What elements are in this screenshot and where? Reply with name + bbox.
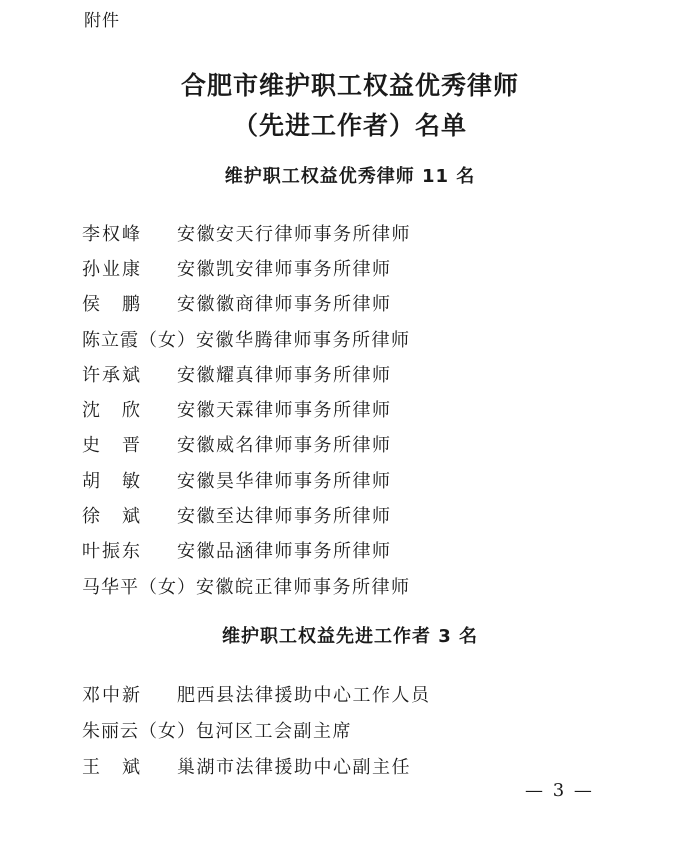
entry-name: 沈 欣 bbox=[82, 400, 142, 422]
list-item bbox=[82, 676, 642, 712]
list-item bbox=[82, 356, 642, 391]
entry-org: 安徽凯安律师事务所律师 bbox=[177, 258, 392, 280]
entry-org: 巢湖市法律援助中心副主任 bbox=[177, 757, 411, 778]
list-item bbox=[82, 321, 642, 356]
list-item bbox=[82, 533, 642, 568]
entry-org: 安徽安天行律师事务所律师 bbox=[177, 223, 411, 245]
entry-org: 安徽皖正律师事务所律师 bbox=[196, 576, 411, 598]
document-title-line-1: 合肥市维护职工权益优秀律师 bbox=[180, 71, 519, 100]
list-item bbox=[82, 497, 642, 532]
entry-org: 包河区工会副主席 bbox=[196, 721, 352, 742]
entry-org: 安徽天霖律师事务所律师 bbox=[177, 400, 392, 422]
entry-org: 安徽至达律师事务所律师 bbox=[177, 506, 392, 528]
entry-name: 朱丽云（女） bbox=[82, 721, 196, 742]
list-item bbox=[82, 427, 642, 462]
document-title-line-2: （先进工作者）名单 bbox=[232, 111, 467, 140]
list-item bbox=[82, 712, 642, 748]
list-item bbox=[82, 391, 642, 426]
entry-org: 安徽昊华律师事务所律师 bbox=[177, 470, 392, 492]
entry-name: 侯 鹏 bbox=[82, 294, 142, 316]
workers-list bbox=[82, 676, 642, 784]
attachment-label: 附件 bbox=[84, 11, 120, 31]
page-number: — 3 — bbox=[525, 780, 594, 801]
list-item bbox=[82, 215, 642, 250]
entry-org: 安徽徽商律师事务所律师 bbox=[177, 294, 392, 316]
entry-name: 李权峰 bbox=[82, 223, 142, 245]
entry-org: 肥西县法律援助中心工作人员 bbox=[177, 685, 431, 706]
entry-name: 许承斌 bbox=[82, 364, 142, 386]
entry-name: 王 斌 bbox=[82, 757, 142, 778]
entry-name: 胡 敏 bbox=[82, 470, 142, 492]
list-item bbox=[82, 748, 642, 784]
entry-org: 安徽威名律师事务所律师 bbox=[177, 435, 392, 457]
entry-name: 马华平（女） bbox=[82, 576, 196, 598]
entry-org: 安徽品涵律师事务所律师 bbox=[177, 541, 392, 563]
entry-name: 陈立霞（女） bbox=[82, 329, 196, 351]
entry-name: 孙业康 bbox=[82, 258, 142, 280]
entry-org: 安徽耀真律师事务所律师 bbox=[177, 364, 392, 386]
lawyers-list bbox=[82, 215, 642, 603]
section-heading-lawyers: 维护职工权益优秀律师 11 名 bbox=[224, 166, 476, 187]
list-item bbox=[82, 286, 642, 321]
section-heading-workers: 维护职工权益先进工作者 3 名 bbox=[221, 626, 479, 647]
entry-name: 史 晋 bbox=[82, 435, 142, 457]
list-item bbox=[82, 462, 642, 497]
entry-name: 徐 斌 bbox=[82, 506, 142, 528]
entry-org: 安徽华腾律师事务所律师 bbox=[196, 329, 411, 351]
entry-name: 叶振东 bbox=[82, 541, 142, 563]
entry-name: 邓中新 bbox=[82, 685, 142, 706]
list-item bbox=[82, 568, 642, 603]
list-item bbox=[82, 250, 642, 285]
